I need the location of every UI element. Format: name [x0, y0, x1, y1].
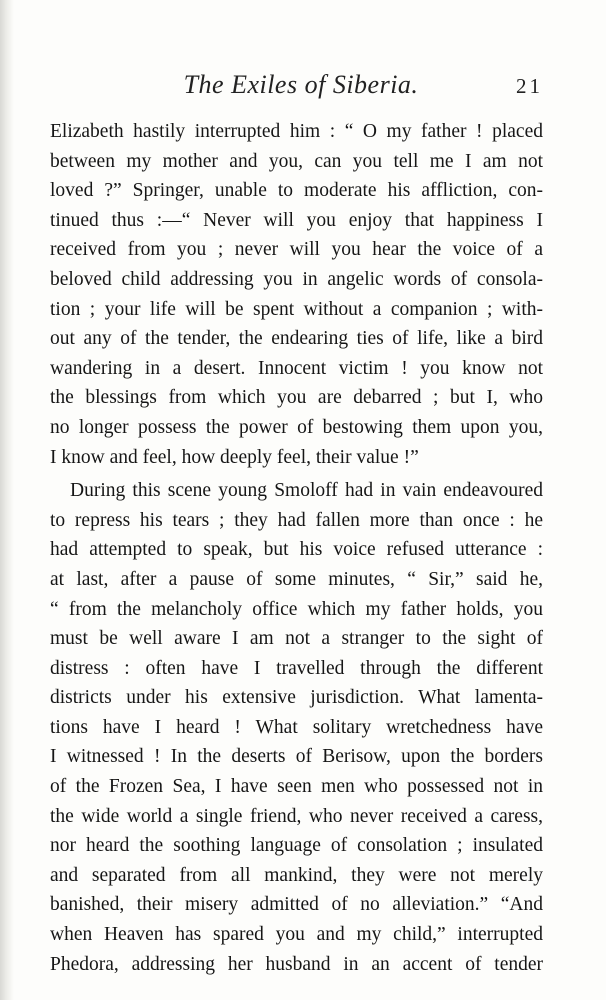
text-line: “ from the melancholy office which my father holds, you — [50, 598, 543, 620]
text-line: the wide world a single friend, who never received a caress, — [50, 805, 543, 827]
text-line: must be well aware I am not a stranger to the sight of — [50, 628, 543, 650]
text-line: During this scene young Smoloff had in vain endeavoured — [70, 480, 543, 502]
text-line: when Heaven has spared you and my child,” interrupted — [50, 924, 543, 946]
text-line: wandering in a desert. Innocent victim ! you know not — [50, 357, 543, 379]
text-line: tinued thus :—“ Never will you enjoy that happiness I — [50, 209, 543, 231]
text-line: and separated from all mankind, they were not merely — [50, 864, 543, 886]
text-line: nor heard the soothing language of consolation ; insulated — [50, 835, 543, 857]
text-line: I witnessed ! In the deserts of Berisow, upon the borders — [50, 746, 543, 768]
paragraph — [50, 476, 543, 979]
text-line: between my mother and you, can you tell me I am not — [50, 150, 543, 172]
page-gutter-shadow — [0, 0, 14, 1000]
text-line: Elizabeth hastily interrupted him : “ O my father ! placed — [50, 121, 543, 142]
text-line: received from you ; never will you hear the voice of a — [50, 239, 543, 261]
text-line: tions have I heard ! What solitary wretchedness have — [50, 716, 543, 738]
text-line: distress : often have I travelled through the different — [50, 657, 543, 679]
text-line: banished, their misery admitted of no alleviation.” “And — [50, 894, 543, 916]
text-line: of the Frozen Sea, I have seen men who possessed not in — [50, 776, 543, 798]
text-line: out any of the tender, the endearing ties of life, like a bird — [50, 328, 543, 350]
text-line: I know and feel, how deeply feel, their value !” — [50, 446, 419, 468]
page-number: 21 — [516, 74, 543, 98]
text-line: Phedora, addressing her husband in an accent of tender — [50, 953, 543, 975]
running-title: The Exiles of Siberia. — [183, 70, 419, 99]
body-text — [50, 117, 543, 979]
text-line: had attempted to speak, but his voice refused utterance : — [50, 539, 543, 561]
text-line: districts under his extensive jurisdiction. What lamenta- — [50, 687, 543, 709]
text-line: tion ; your life will be spent without a companion ; with- — [50, 298, 543, 320]
text-line: to repress his tears ; they had fallen more than once : he — [50, 509, 543, 531]
text-line: at last, after a pause of some minutes, “ Sir,” said he, — [50, 568, 543, 590]
text-line: loved ?” Springer, unable to moderate his affliction, con- — [50, 180, 543, 202]
text-line: the blessings from which you are debarred ; but I, who — [50, 387, 543, 409]
paragraph — [50, 117, 543, 472]
text-line: beloved child addressing you in angelic words of consola- — [50, 268, 543, 290]
text-line: no longer possess the power of bestowing them upon you, — [50, 416, 543, 438]
